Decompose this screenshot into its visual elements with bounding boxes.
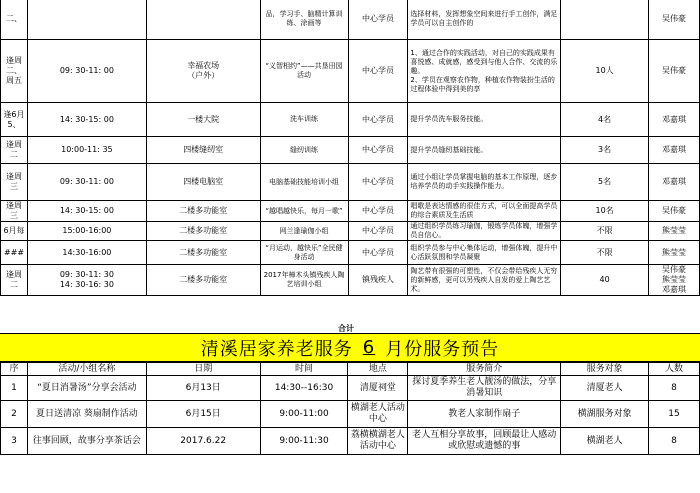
banner-prefix: 清溪居家养老服务 bbox=[200, 338, 353, 360]
service-preview-table bbox=[0, 362, 700, 455]
week-cell: 逢周二、周五 bbox=[1, 40, 28, 103]
place-cell: 荔横横湖老人活动中心 bbox=[348, 428, 408, 455]
schedule-row bbox=[1, 164, 700, 201]
week-cell: 6月每 bbox=[1, 222, 28, 241]
service-row bbox=[1, 428, 700, 455]
staff-cell: 吴伟豪 bbox=[649, 201, 700, 222]
activity-cell: 网兰逢瑜伽小组 bbox=[260, 222, 348, 241]
time-cell: 14:30-16:00 bbox=[27, 241, 146, 265]
activity-name-cell: “夏日消暑汤”分享会活动 bbox=[27, 376, 146, 401]
place-cell: 四楼缝纫室 bbox=[146, 137, 260, 164]
week-cell: 逢周三 bbox=[1, 164, 28, 201]
activity-cell: 缝纫训练 bbox=[260, 137, 348, 164]
staff-cell: 熊莹莹 bbox=[649, 222, 700, 241]
description-cell: 选择材料，发挥想象空间来进行手工创作，满足学员可以自主创作的 bbox=[408, 0, 561, 40]
time-cell: 15:00-16:00 bbox=[27, 222, 146, 241]
target-cell: 中心学员 bbox=[348, 164, 408, 201]
staff-cell: 吴伟豪 熊莹莹 邓嘉琪 bbox=[649, 265, 700, 296]
target-cell: 清厦老人 bbox=[561, 376, 649, 401]
activity-name-cell: 夏日送清凉 葵扇制作活动 bbox=[27, 401, 146, 428]
target-cell: 横湖老人 bbox=[561, 428, 649, 455]
week-cell: 二、 bbox=[1, 0, 28, 40]
time-cell: 09: 30-11: 30 14: 30-16: 30 bbox=[27, 265, 146, 296]
date-cell: 6月13日 bbox=[146, 376, 260, 401]
count-cell: 10人 bbox=[561, 40, 649, 103]
header-row bbox=[1, 363, 700, 376]
description-cell: 通过小组让学员掌握电脑的基本工作原理，逐步培养学员的动手实践操作能力。 bbox=[408, 164, 561, 201]
description-cell: 提升学员洗车服务技能。 bbox=[408, 103, 561, 137]
count-cell: 15 bbox=[649, 401, 700, 428]
count-cell: 不限 bbox=[561, 222, 649, 241]
count-cell bbox=[561, 0, 649, 40]
time-cell: 10:00-11: 35 bbox=[27, 137, 146, 164]
staff-cell: 邓嘉琪 bbox=[649, 164, 700, 201]
schedule-row bbox=[1, 241, 700, 265]
description-cell: 老人互相分享故事，回顾最让人感动或欣慰或遗憾的事 bbox=[408, 428, 561, 455]
count-cell: 10名 bbox=[561, 201, 649, 222]
description-cell: 陶艺带有很强的可塑性，不仅会带给残疾人无穷的新鲜感，更可以另残疾人自发的爱上陶艺艺术。 bbox=[408, 265, 561, 296]
time-cell: 14: 30-15: 00 bbox=[27, 103, 146, 137]
time-cell: 09: 30-11: 00 bbox=[27, 40, 146, 103]
target-cell: 中心学员 bbox=[348, 241, 408, 265]
header-cell: 服务对象 bbox=[561, 363, 649, 376]
service-row bbox=[1, 401, 700, 428]
row-number-cell: 1 bbox=[1, 376, 28, 401]
description-cell: 探讨夏季养生老人靓汤的做法，分享消暑知识 bbox=[408, 376, 561, 401]
header-cell: 序 bbox=[1, 363, 28, 376]
target-cell: 中心学员 bbox=[348, 40, 408, 103]
header-cell: 活动/小组名称 bbox=[27, 363, 146, 376]
count-cell: 5名 bbox=[561, 164, 649, 201]
staff-cell: 熊莹莹 bbox=[649, 241, 700, 265]
week-cell: 逢周二 bbox=[1, 265, 28, 296]
description-cell: 教老人家制作扇子 bbox=[408, 401, 561, 428]
place-cell: 一楼大院 bbox=[146, 103, 260, 137]
header-cell: 人数 bbox=[649, 363, 700, 376]
week-cell: ### bbox=[1, 241, 28, 265]
description-cell: 通过组织学员练习瑜伽，锻炼学员体魄，增强学员自信心。 bbox=[408, 222, 561, 241]
staff-cell: 吴伟豪 bbox=[649, 0, 700, 40]
staff-cell: 邓嘉琪 bbox=[649, 137, 700, 164]
target-cell: 中心学员 bbox=[348, 103, 408, 137]
target-cell: 中心学员 bbox=[348, 201, 408, 222]
activity-cell: “越唱越快乐，每月一歌” bbox=[260, 201, 348, 222]
place-cell: 幸福农场 （户外） bbox=[146, 40, 260, 103]
time-cell: 14: 30-15: 00 bbox=[27, 201, 146, 222]
activity-cell: “义智相约”——共垦田园活动 bbox=[260, 40, 348, 103]
time-cell: 9:00-11:30 bbox=[260, 428, 348, 455]
count-cell: 3名 bbox=[561, 137, 649, 164]
banner-suffix: 月份服务预告 bbox=[385, 338, 500, 360]
place-cell: 横湖老人活动中心 bbox=[348, 401, 408, 428]
target-cell: 镇残疾人 bbox=[348, 265, 408, 296]
target-cell: 中心学员 bbox=[348, 0, 408, 40]
count-cell: 40 bbox=[561, 265, 649, 296]
header-cell: 地点 bbox=[348, 363, 408, 376]
schedule-row bbox=[1, 137, 700, 164]
header-cell: 时间 bbox=[260, 363, 348, 376]
target-cell: 中心学员 bbox=[348, 222, 408, 241]
schedule-row bbox=[1, 222, 700, 241]
count-cell: 不限 bbox=[561, 241, 649, 265]
time-cell: 09: 30-11: 00 bbox=[27, 164, 146, 201]
description-cell: 1、通过合作的实践活动，对自己的实践成果有喜悦感、成就感，感受到与他人合作、交流的乐趣。 2、学员在观察农作物，种植农作物装扮生活的过程体验中得到美的享 bbox=[408, 40, 561, 103]
description-cell: 提升学员缝纫基础技能。 bbox=[408, 137, 561, 164]
description-cell: 唱歌是表达情感的很佳方式，可以全面提高学员的综合素质及生活质 bbox=[408, 201, 561, 222]
staff-cell: 吴伟豪 bbox=[649, 40, 700, 103]
activity-cell: 洗车训练 bbox=[260, 103, 348, 137]
week-cell: 逢6月5、 bbox=[1, 103, 28, 137]
target-cell: 横湖服务对象 bbox=[561, 401, 649, 428]
schedule-row bbox=[1, 0, 700, 40]
count-cell: 8 bbox=[649, 376, 700, 401]
place-cell: 四楼电脑室 bbox=[146, 164, 260, 201]
row-number-cell: 2 bbox=[1, 401, 28, 428]
place-cell: 二楼多功能室 bbox=[146, 201, 260, 222]
total-row bbox=[0, 325, 700, 333]
place-cell: 二楼多功能室 bbox=[146, 241, 260, 265]
row-number-cell: 3 bbox=[1, 428, 28, 455]
schedule-row bbox=[1, 201, 700, 222]
target-cell: 中心学员 bbox=[348, 137, 408, 164]
schedule-row bbox=[1, 40, 700, 103]
place-cell: 清厦祠堂 bbox=[348, 376, 408, 401]
count-cell: 4名 bbox=[561, 103, 649, 137]
activity-cell: 2017年樟木头镇残疾人陶艺培训小组 bbox=[260, 265, 348, 296]
activity-cell: 电脑基础技能培训小组 bbox=[260, 164, 348, 201]
activity-cell: 品，学习手、脑精计算训练、涂画等 bbox=[260, 0, 348, 40]
place-cell bbox=[146, 0, 260, 40]
place-cell: 二楼多功能室 bbox=[146, 222, 260, 241]
description-cell: 组织学员参与中心集体运动，增强体魄，提升中心活跃氛围和学员凝聚 bbox=[408, 241, 561, 265]
activity-name-cell: 往事回顾，故事分享茶话会 bbox=[27, 428, 146, 455]
week-cell: 逢周三 bbox=[1, 201, 28, 222]
header-cell: 服务简介 bbox=[408, 363, 561, 376]
schedule-row bbox=[1, 103, 700, 137]
time-cell bbox=[27, 0, 146, 40]
staff-cell: 邓嘉琪 bbox=[649, 103, 700, 137]
count-cell: 8 bbox=[649, 428, 700, 455]
schedule-row bbox=[1, 265, 700, 296]
date-cell: 2017.6.22 bbox=[146, 428, 260, 455]
activity-cell: “月运动，越快乐”全民健身活动 bbox=[260, 241, 348, 265]
date-cell: 6月15日 bbox=[146, 401, 260, 428]
time-cell: 14:30--16:30 bbox=[260, 376, 348, 401]
service-row bbox=[1, 376, 700, 401]
banner-month: 6 bbox=[362, 337, 376, 358]
total-label: 合计 bbox=[338, 324, 354, 333]
week-cell: 逢周二 bbox=[1, 137, 28, 164]
banner-title bbox=[0, 333, 700, 362]
place-cell: 二楼多功能室 bbox=[146, 265, 260, 296]
time-cell: 9:00-11:00 bbox=[260, 401, 348, 428]
header-cell: 日期 bbox=[146, 363, 260, 376]
